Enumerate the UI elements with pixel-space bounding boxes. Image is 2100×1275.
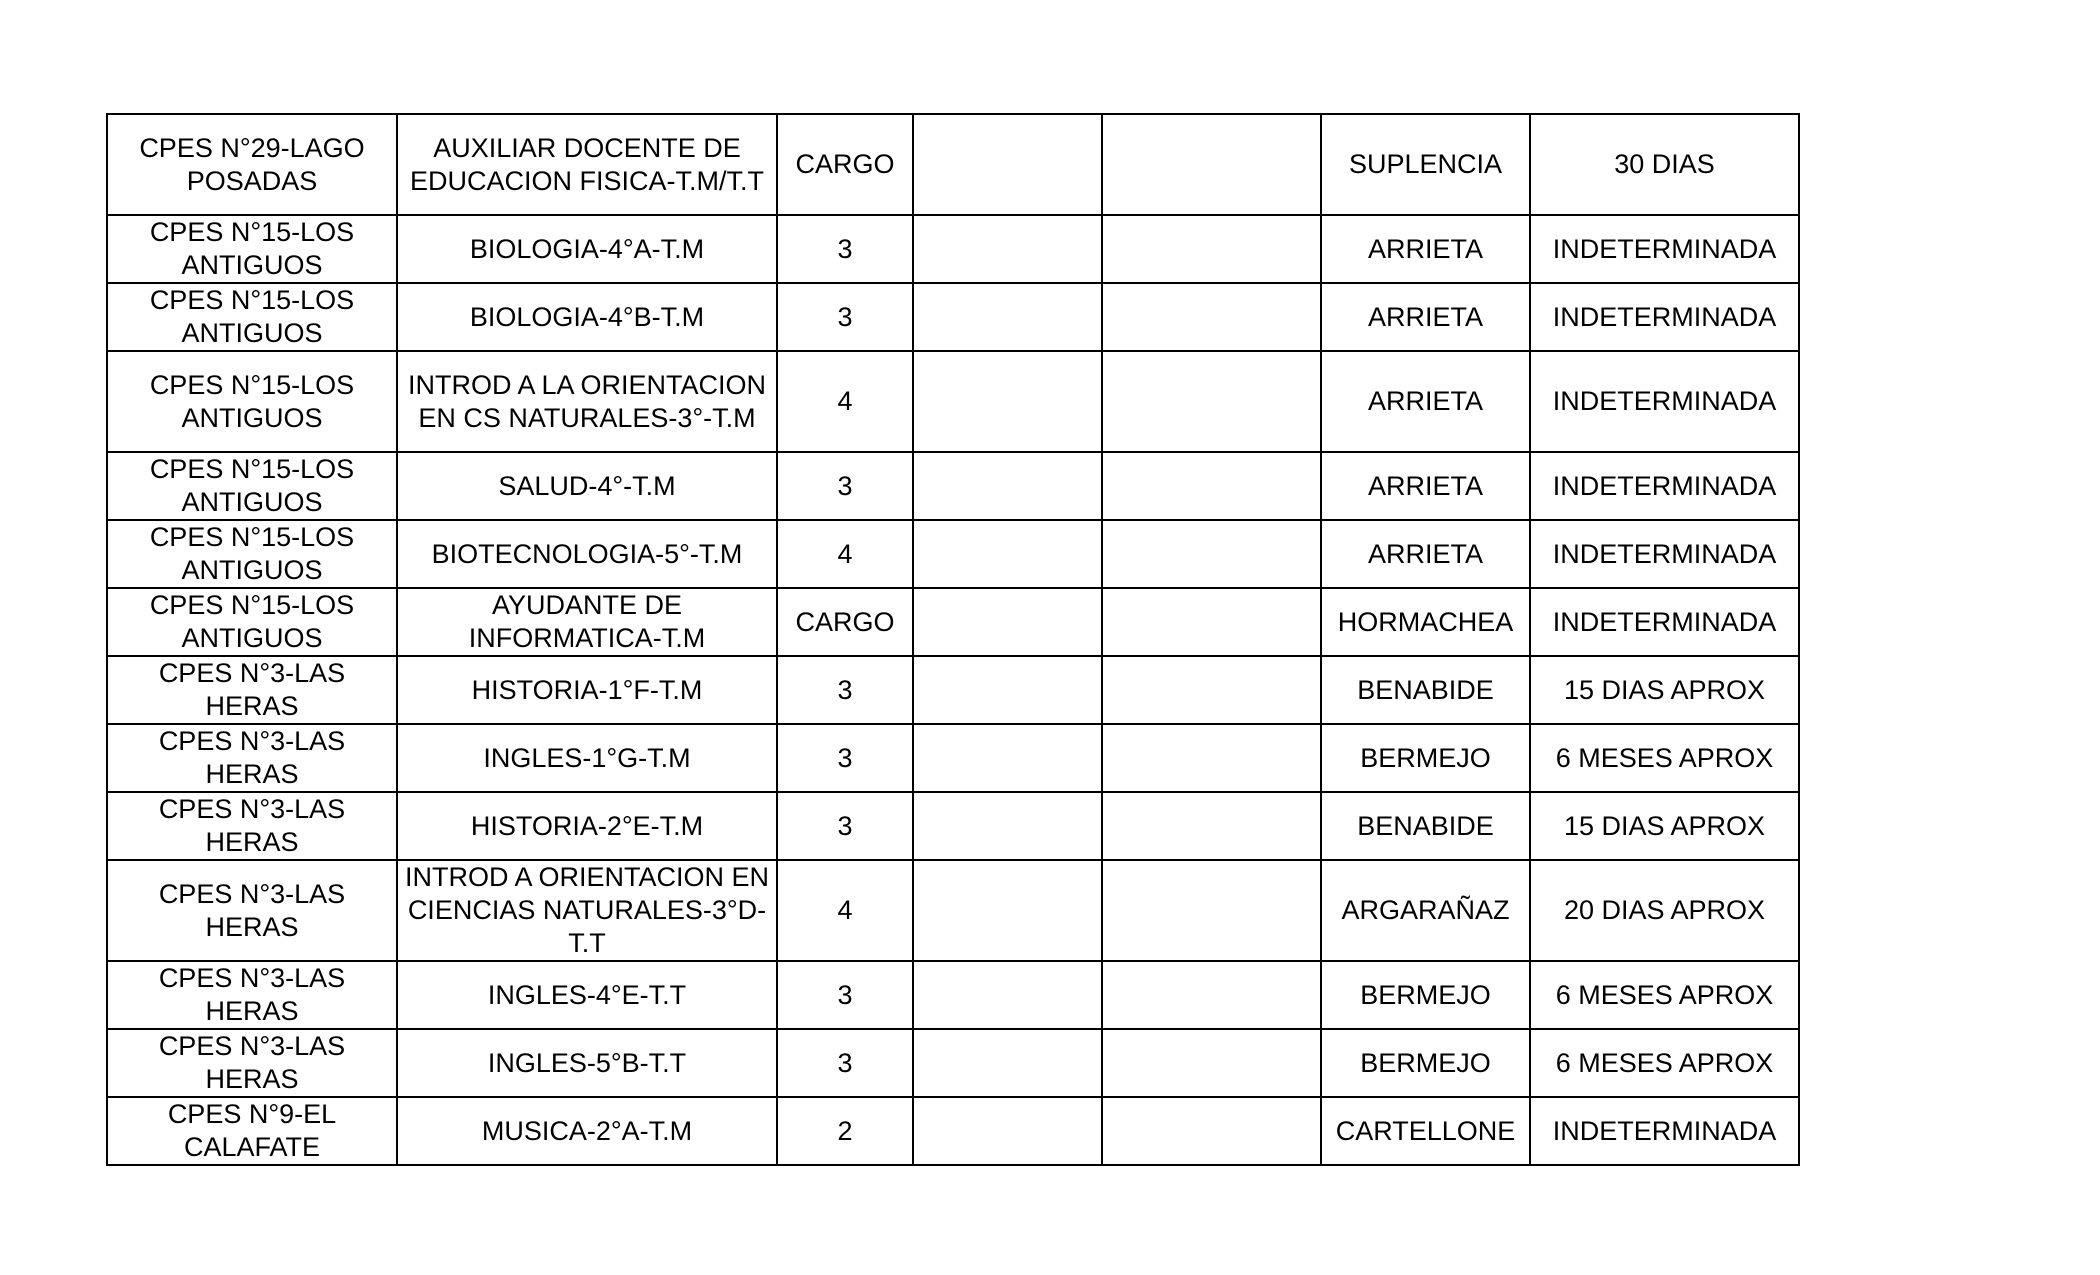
duration-cell: INDETERMINADA bbox=[1530, 215, 1799, 283]
empty-cell bbox=[913, 588, 1102, 656]
teacher-cell: BERMEJO bbox=[1321, 724, 1530, 792]
hours-cell: 3 bbox=[777, 283, 913, 351]
hours-cell: 3 bbox=[777, 724, 913, 792]
hours-cell: 3 bbox=[777, 1029, 913, 1097]
hours-cell: CARGO bbox=[777, 588, 913, 656]
duration-cell: INDETERMINADA bbox=[1530, 588, 1799, 656]
subject-cell: INTROD A ORIENTACION EN CIENCIAS NATURALES-3°D-T.T bbox=[397, 860, 777, 961]
teacher-cell: ARRIETA bbox=[1321, 283, 1530, 351]
subject-cell: BIOLOGIA-4°A-T.M bbox=[397, 215, 777, 283]
teacher-cell: HORMACHEA bbox=[1321, 588, 1530, 656]
subject-cell: AYUDANTE DE INFORMATICA-T.M bbox=[397, 588, 777, 656]
duration-cell: 6 MESES APROX bbox=[1530, 724, 1799, 792]
teacher-cell: SUPLENCIA bbox=[1321, 114, 1530, 215]
school-cell: CPES N°15-LOS ANTIGUOS bbox=[107, 351, 397, 452]
empty-cell bbox=[1102, 724, 1321, 792]
empty-cell bbox=[1102, 792, 1321, 860]
empty-cell bbox=[913, 520, 1102, 588]
school-cell: CPES N°3-LAS HERAS bbox=[107, 860, 397, 961]
teacher-cell: ARGARAÑAZ bbox=[1321, 860, 1530, 961]
subject-cell: INGLES-1°G-T.M bbox=[397, 724, 777, 792]
hours-cell: 3 bbox=[777, 452, 913, 520]
table-row bbox=[107, 656, 1799, 724]
vacancies-table bbox=[106, 113, 1800, 1166]
duration-cell: INDETERMINADA bbox=[1530, 452, 1799, 520]
hours-cell: CARGO bbox=[777, 114, 913, 215]
subject-cell: MUSICA-2°A-T.M bbox=[397, 1097, 777, 1165]
table-row bbox=[107, 1097, 1799, 1165]
table-row bbox=[107, 860, 1799, 961]
teacher-cell: ARRIETA bbox=[1321, 452, 1530, 520]
table-row bbox=[107, 961, 1799, 1029]
table-row bbox=[107, 215, 1799, 283]
hours-cell: 4 bbox=[777, 520, 913, 588]
table-row bbox=[107, 114, 1799, 215]
table-row bbox=[107, 351, 1799, 452]
table-row bbox=[107, 588, 1799, 656]
empty-cell bbox=[913, 114, 1102, 215]
empty-cell bbox=[913, 1097, 1102, 1165]
duration-cell: 15 DIAS APROX bbox=[1530, 656, 1799, 724]
duration-cell: INDETERMINADA bbox=[1530, 283, 1799, 351]
subject-cell: INGLES-4°E-T.T bbox=[397, 961, 777, 1029]
empty-cell bbox=[913, 961, 1102, 1029]
table-row bbox=[107, 452, 1799, 520]
empty-cell bbox=[913, 1029, 1102, 1097]
empty-cell bbox=[1102, 351, 1321, 452]
school-cell: CPES N°15-LOS ANTIGUOS bbox=[107, 452, 397, 520]
teacher-cell: BENABIDE bbox=[1321, 792, 1530, 860]
empty-cell bbox=[1102, 452, 1321, 520]
duration-cell: INDETERMINADA bbox=[1530, 351, 1799, 452]
empty-cell bbox=[1102, 656, 1321, 724]
empty-cell bbox=[1102, 1029, 1321, 1097]
empty-cell bbox=[1102, 215, 1321, 283]
teacher-cell: BERMEJO bbox=[1321, 961, 1530, 1029]
hours-cell: 3 bbox=[777, 961, 913, 1029]
duration-cell: 6 MESES APROX bbox=[1530, 1029, 1799, 1097]
subject-cell: SALUD-4°-T.M bbox=[397, 452, 777, 520]
teacher-cell: ARRIETA bbox=[1321, 351, 1530, 452]
empty-cell bbox=[913, 215, 1102, 283]
subject-cell: AUXILIAR DOCENTE DE EDUCACION FISICA-T.M/T.T bbox=[397, 114, 777, 215]
school-cell: CPES N°15-LOS ANTIGUOS bbox=[107, 215, 397, 283]
school-cell: CPES N°15-LOS ANTIGUOS bbox=[107, 588, 397, 656]
school-cell: CPES N°3-LAS HERAS bbox=[107, 656, 397, 724]
teacher-cell: BENABIDE bbox=[1321, 656, 1530, 724]
duration-cell: 20 DIAS APROX bbox=[1530, 860, 1799, 961]
table-row bbox=[107, 792, 1799, 860]
empty-cell bbox=[913, 724, 1102, 792]
subject-cell: HISTORIA-1°F-T.M bbox=[397, 656, 777, 724]
hours-cell: 2 bbox=[777, 1097, 913, 1165]
school-cell: CPES N°3-LAS HERAS bbox=[107, 724, 397, 792]
empty-cell bbox=[913, 283, 1102, 351]
empty-cell bbox=[1102, 1097, 1321, 1165]
hours-cell: 3 bbox=[777, 215, 913, 283]
school-cell: CPES N°3-LAS HERAS bbox=[107, 961, 397, 1029]
table-row bbox=[107, 724, 1799, 792]
subject-cell: BIOTECNOLOGIA-5°-T.M bbox=[397, 520, 777, 588]
duration-cell: 6 MESES APROX bbox=[1530, 961, 1799, 1029]
subject-cell: INTROD A LA ORIENTACION EN CS NATURALES-3°-T.M bbox=[397, 351, 777, 452]
empty-cell bbox=[1102, 114, 1321, 215]
school-cell: CPES N°15-LOS ANTIGUOS bbox=[107, 520, 397, 588]
table-row bbox=[107, 283, 1799, 351]
teacher-cell: BERMEJO bbox=[1321, 1029, 1530, 1097]
school-cell: CPES N°29-LAGO POSADAS bbox=[107, 114, 397, 215]
empty-cell bbox=[913, 792, 1102, 860]
hours-cell: 3 bbox=[777, 792, 913, 860]
school-cell: CPES N°9-EL CALAFATE bbox=[107, 1097, 397, 1165]
empty-cell bbox=[913, 860, 1102, 961]
subject-cell: HISTORIA-2°E-T.M bbox=[397, 792, 777, 860]
empty-cell bbox=[913, 656, 1102, 724]
subject-cell: BIOLOGIA-4°B-T.M bbox=[397, 283, 777, 351]
teacher-cell: ARRIETA bbox=[1321, 520, 1530, 588]
school-cell: CPES N°3-LAS HERAS bbox=[107, 1029, 397, 1097]
duration-cell: INDETERMINADA bbox=[1530, 1097, 1799, 1165]
school-cell: CPES N°15-LOS ANTIGUOS bbox=[107, 283, 397, 351]
duration-cell: INDETERMINADA bbox=[1530, 520, 1799, 588]
table-row bbox=[107, 520, 1799, 588]
teacher-cell: CARTELLONE bbox=[1321, 1097, 1530, 1165]
hours-cell: 4 bbox=[777, 351, 913, 452]
duration-cell: 30 DIAS bbox=[1530, 114, 1799, 215]
teacher-cell: ARRIETA bbox=[1321, 215, 1530, 283]
empty-cell bbox=[1102, 283, 1321, 351]
empty-cell bbox=[1102, 860, 1321, 961]
duration-cell: 15 DIAS APROX bbox=[1530, 792, 1799, 860]
empty-cell bbox=[1102, 961, 1321, 1029]
empty-cell bbox=[913, 351, 1102, 452]
subject-cell: INGLES-5°B-T.T bbox=[397, 1029, 777, 1097]
empty-cell bbox=[913, 452, 1102, 520]
table-row bbox=[107, 1029, 1799, 1097]
hours-cell: 3 bbox=[777, 656, 913, 724]
hours-cell: 4 bbox=[777, 860, 913, 961]
empty-cell bbox=[1102, 520, 1321, 588]
school-cell: CPES N°3-LAS HERAS bbox=[107, 792, 397, 860]
empty-cell bbox=[1102, 588, 1321, 656]
